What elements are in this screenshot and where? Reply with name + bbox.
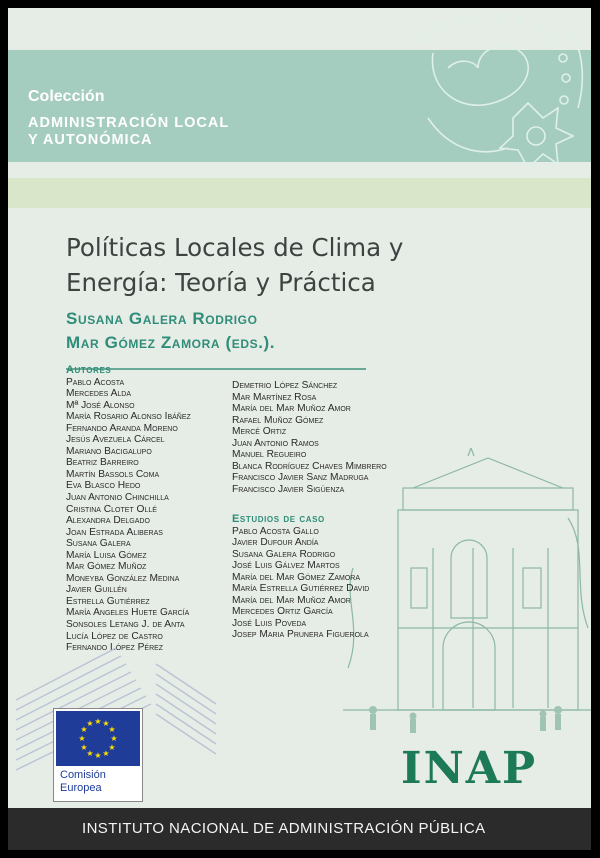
- author-name: Juan Antonio Chinchilla: [66, 492, 169, 504]
- svg-text:★: ★: [86, 749, 94, 758]
- authors-heading: Autores: [66, 364, 112, 376]
- author-name: Martín Bassols Coma: [66, 468, 160, 480]
- svg-text:★: ★: [110, 734, 118, 743]
- footer-bar: [8, 808, 591, 850]
- author-name: Javier Guillén: [66, 584, 127, 596]
- case-study-author: José Luis Poveda: [232, 617, 307, 629]
- svg-text:★: ★: [78, 734, 86, 743]
- author-name: Fernando López Pérez: [66, 642, 164, 654]
- editor-line-2: Mar Gómez Zamora (eds.).: [66, 333, 276, 352]
- book-cover: [8, 8, 591, 850]
- svg-text:★: ★: [108, 725, 116, 734]
- case-study-author: Josep Maria Prunera Figuerola: [232, 629, 369, 641]
- publisher-logo: INAP: [401, 743, 538, 794]
- case-study-author: María Estrella Gutiérrez David: [232, 583, 370, 595]
- author-name: Eva Blasco Hedo: [66, 480, 141, 492]
- svg-text:★: ★: [102, 749, 110, 758]
- author-name: Mercé Ortiz: [232, 426, 287, 438]
- ornament-decoration: [8, 8, 591, 208]
- author-name: Estrella Gutiérrez: [66, 595, 150, 607]
- author-name: Joan Estrada Aliberas: [66, 526, 163, 538]
- editors: [66, 307, 275, 355]
- eu-logo-line-2: Europea: [60, 782, 102, 794]
- series-title-line-1: ADMINISTRACIÓN LOCAL: [28, 115, 230, 131]
- case-study-author: Pablo Acosta Gallo: [232, 525, 319, 537]
- case-study-author: José Luis Gálvez Martos: [232, 560, 340, 572]
- svg-text:★: ★: [94, 717, 102, 726]
- author-name: Manuel Regueiro: [232, 449, 307, 461]
- author-name: María Luisa Gómez: [66, 549, 147, 561]
- author-name: Demetrio López Sánchez: [232, 380, 338, 391]
- svg-text:★: ★: [108, 743, 116, 752]
- author-name: Susana Galera: [66, 538, 131, 550]
- publisher-name: INSTITUTO NACIONAL DE ADMINISTRACIÓN PÚBLICA: [82, 820, 486, 837]
- case-study-author: Susana Galera Rodrigo: [232, 548, 336, 560]
- series-title-line-2: Y AUTONÓMICA: [28, 132, 153, 148]
- author-name: Blanca Rodríguez Chaves Mimbrero: [232, 460, 387, 472]
- author-name: Moneyba González Medina: [66, 572, 180, 584]
- svg-text:★: ★: [102, 719, 110, 728]
- book-title-line-2: Energía: Teoría y Práctica: [66, 268, 376, 297]
- author-name: Rafael Muñoz Gómez: [232, 414, 324, 426]
- case-study-author: Javier Dufour Andía: [232, 537, 319, 549]
- case-study-author: María del Mar Gómez Zamora: [232, 571, 361, 583]
- svg-text:★: ★: [80, 725, 88, 734]
- author-name: Alexandra Delgado: [66, 515, 150, 527]
- author-name: Pablo Acosta: [66, 376, 125, 388]
- author-name: Mar Gómez Muñoz: [66, 561, 147, 573]
- case-study-author: Mercedes Ortiz García: [232, 606, 333, 618]
- author-name: Jesús Avezuela Cárcel: [66, 434, 165, 446]
- author-name: Cristina Clotet Ollé: [66, 503, 157, 515]
- svg-text:★: ★: [94, 751, 102, 760]
- author-name: Sonsoles Letang J. de Anta: [66, 619, 185, 631]
- series-title: [28, 115, 229, 149]
- author-name: Lucía López de Castro: [66, 630, 163, 642]
- author-name: Mercedes Alda: [66, 388, 132, 400]
- author-name: Juan Antonio Ramos: [232, 437, 319, 449]
- author-name: Francisco Javier Sigüenza: [232, 483, 345, 495]
- eu-logo-text: [60, 769, 106, 795]
- collection-label: Colección: [28, 88, 105, 105]
- author-name: Mar Martínez Rosa: [232, 391, 317, 403]
- case-studies-list: [232, 514, 369, 641]
- author-name: Mariano Bacigalupo: [66, 445, 152, 457]
- eu-logo: [53, 708, 143, 802]
- author-name: Fernando Aranda Moreno: [66, 422, 178, 434]
- author-name: María Rosario Alonso Ibáñez: [66, 411, 191, 423]
- book-title: [66, 230, 403, 300]
- case-studies-heading: Estudios de caso: [232, 513, 325, 525]
- book-title-line-1: Políticas Locales de Clima y: [66, 233, 404, 262]
- authors-list-col2: [232, 380, 387, 495]
- eu-logo-line-1: Comisión: [60, 769, 106, 781]
- author-name: Beatriz Barreiro: [66, 457, 139, 469]
- authors-list-col1: [66, 365, 191, 654]
- author-name: Mª José Alonso: [66, 399, 135, 411]
- author-name: Francisco Javier Sanz Madruga: [232, 472, 369, 484]
- svg-text:★: ★: [86, 719, 94, 728]
- eu-stars-icon: [56, 711, 140, 766]
- editor-line-1: Susana Galera Rodrigo: [66, 309, 258, 328]
- case-study-author: María del Mar Muñoz Amor: [232, 594, 351, 606]
- author-name: María Angeles Huete García: [66, 607, 190, 619]
- author-name: María del Mar Muñoz Amor: [232, 403, 351, 415]
- eu-flag-icon: [56, 711, 140, 766]
- svg-text:★: ★: [80, 743, 88, 752]
